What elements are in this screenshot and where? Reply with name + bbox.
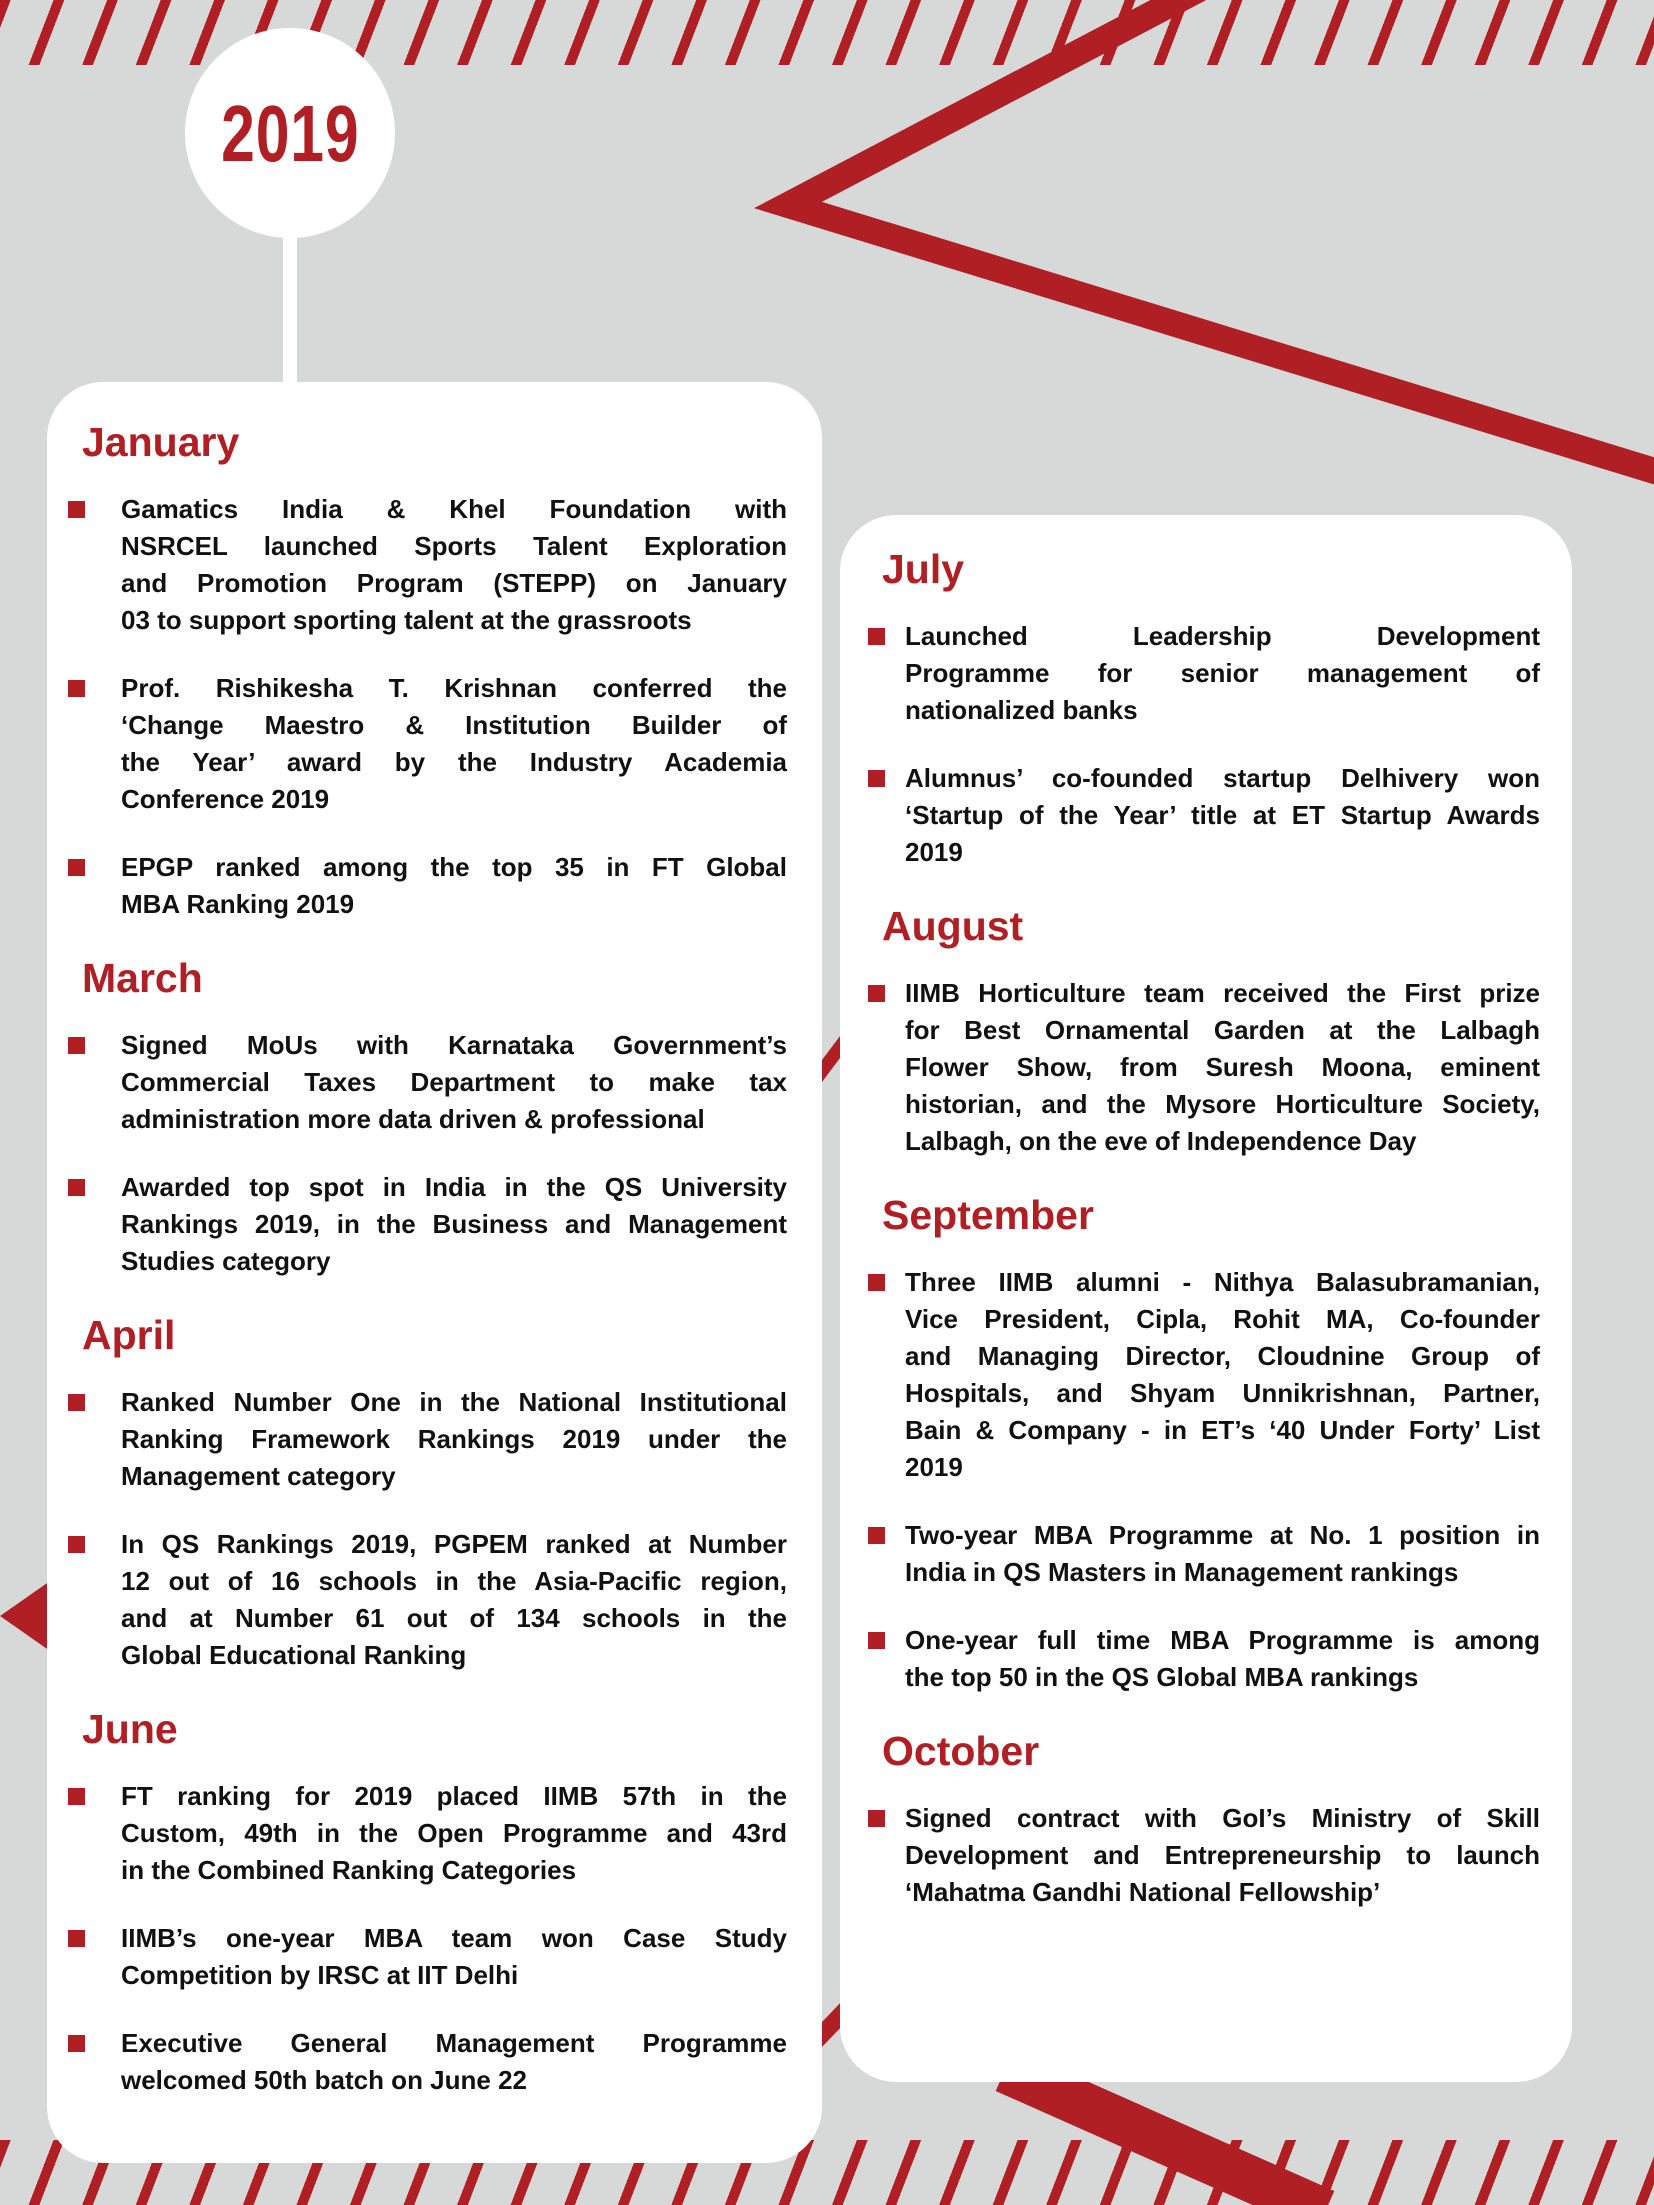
chevron-left-icon bbox=[788, 0, 1654, 485]
year-connector-line bbox=[283, 230, 297, 390]
bullet-square-icon bbox=[68, 2035, 85, 2052]
item-line: and at Number 61 out of 134 schools in the bbox=[121, 1603, 787, 1633]
item-line: NSRCEL launched Sports Talent Exploration bbox=[121, 531, 787, 561]
item-line: India in QS Masters in Management rankings bbox=[905, 1557, 1459, 1587]
item-line: One-year full time MBA Programme is among bbox=[905, 1625, 1540, 1655]
timeline-item bbox=[868, 760, 1540, 871]
bullet-square-icon bbox=[868, 770, 885, 787]
item-text bbox=[905, 1517, 1540, 1591]
bullet-square-icon bbox=[68, 1179, 85, 1196]
item-text bbox=[121, 1169, 787, 1280]
month-column-right bbox=[840, 515, 1572, 2082]
item-line: ‘Mahatma Gandhi National Fellowship’ bbox=[905, 1877, 1381, 1907]
month-heading: October bbox=[882, 1728, 1040, 1774]
item-line: Ranked Number One in the National Institutional bbox=[121, 1387, 787, 1417]
item-text bbox=[121, 1920, 787, 1994]
bullet-square-icon bbox=[68, 501, 85, 518]
item-text bbox=[905, 1264, 1540, 1486]
item-line: Competition by IRSC at IIT Delhi bbox=[121, 1960, 519, 1990]
month-heading: April bbox=[82, 1312, 176, 1358]
month-heading: March bbox=[82, 955, 203, 1001]
bullet-square-icon bbox=[68, 1930, 85, 1947]
month-section-january bbox=[68, 418, 787, 923]
timeline-item bbox=[868, 1517, 1540, 1591]
item-line: Global Educational Ranking bbox=[121, 1640, 467, 1670]
month-section-march bbox=[68, 954, 787, 1280]
item-line: Awarded top spot in India in the QS University bbox=[121, 1172, 787, 1202]
item-line: historian, and the Mysore Horticulture Society, bbox=[905, 1089, 1540, 1119]
bullet-square-icon bbox=[868, 1527, 885, 1544]
item-text bbox=[905, 1800, 1540, 1911]
item-text bbox=[121, 491, 787, 639]
month-section-july bbox=[868, 545, 1540, 871]
timeline-item bbox=[68, 2025, 787, 2099]
timeline-item bbox=[868, 1264, 1540, 1486]
item-line: FT ranking for 2019 placed IIMB 57th in the bbox=[121, 1781, 787, 1811]
timeline-item bbox=[68, 1920, 787, 1994]
item-line: Gamatics India & Khel Foundation with bbox=[121, 494, 787, 524]
timeline-item bbox=[68, 1384, 787, 1495]
item-line: and Promotion Program (STEPP) on January bbox=[121, 568, 787, 598]
bullet-square-icon bbox=[68, 1788, 85, 1805]
item-line: 2019 bbox=[905, 837, 963, 867]
bullet-square-icon bbox=[868, 1810, 885, 1827]
item-line: the top 50 in the QS Global MBA rankings bbox=[905, 1662, 1419, 1692]
bullet-square-icon bbox=[68, 1037, 85, 1054]
item-text bbox=[905, 1622, 1540, 1696]
timeline-item bbox=[868, 975, 1540, 1160]
month-column-left bbox=[47, 382, 822, 2163]
item-line: IIMB Horticulture team received the First prize bbox=[905, 978, 1540, 1008]
item-line: Signed contract with GoI’s Ministry of Skill bbox=[905, 1803, 1540, 1833]
item-line: Executive General Management Programme bbox=[121, 2028, 787, 2058]
timeline-item bbox=[868, 1800, 1540, 1911]
item-text bbox=[121, 670, 787, 818]
item-line: Launched Leadership Development bbox=[905, 621, 1540, 651]
bullet-square-icon bbox=[868, 628, 885, 645]
item-line: Hospitals, and Shyam Unnikrishnan, Partner, bbox=[905, 1378, 1540, 1408]
item-line: Custom, 49th in the Open Programme and 43rd bbox=[121, 1818, 787, 1848]
item-line: Prof. Rishikesha T. Krishnan conferred the bbox=[121, 673, 787, 703]
item-text bbox=[905, 760, 1540, 871]
timeline-item bbox=[68, 1027, 787, 1138]
bottom-diagonal-band-icon bbox=[1005, 2070, 1325, 2205]
item-line: Alumnus’ co-founded startup Delhivery won bbox=[905, 763, 1540, 793]
year-label: 2019 bbox=[220, 88, 360, 178]
month-section-june bbox=[68, 1705, 787, 2099]
item-text bbox=[121, 1526, 787, 1674]
item-line: administration more data driven & professional bbox=[121, 1104, 705, 1134]
item-line: 03 to support sporting talent at the grassroots bbox=[121, 605, 692, 635]
item-line: Conference 2019 bbox=[121, 784, 330, 814]
timeline-item bbox=[68, 1169, 787, 1280]
item-line: Development and Entrepreneurship to launch bbox=[905, 1840, 1540, 1870]
month-section-april bbox=[68, 1311, 787, 1674]
item-line: 2019 bbox=[905, 1452, 963, 1482]
item-text bbox=[121, 1384, 787, 1495]
month-heading: September bbox=[882, 1192, 1094, 1238]
item-line: IIMB’s one-year MBA team won Case Study bbox=[121, 1923, 787, 1953]
item-text bbox=[121, 1778, 787, 1889]
item-line: Two-year MBA Programme at No. 1 position in bbox=[905, 1520, 1540, 1550]
item-line: the Year’ award by the Industry Academia bbox=[121, 747, 787, 777]
item-line: MBA Ranking 2019 bbox=[121, 889, 355, 919]
item-line: Three IIMB alumni - Nithya Balasubramanian, bbox=[905, 1267, 1540, 1297]
month-heading: June bbox=[82, 1706, 178, 1752]
bullet-square-icon bbox=[868, 985, 885, 1002]
item-line: welcomed 50th batch on June 22 bbox=[121, 2065, 527, 2095]
timeline-item bbox=[68, 849, 787, 923]
month-section-october bbox=[868, 1727, 1540, 1911]
bullet-square-icon bbox=[68, 859, 85, 876]
item-line: nationalized banks bbox=[905, 695, 1138, 725]
month-heading: January bbox=[82, 419, 240, 465]
item-line: Management category bbox=[121, 1461, 396, 1491]
bullet-square-icon bbox=[868, 1632, 885, 1649]
item-line: EPGP ranked among the top 35 in FT Global bbox=[121, 852, 787, 882]
gap-stripe-fragment-icon bbox=[822, 1036, 840, 1082]
item-line: Bain & Company - in ET’s ‘40 Under Forty’ List bbox=[905, 1415, 1540, 1445]
item-text bbox=[905, 618, 1540, 729]
left-edge-arrow-icon bbox=[0, 1581, 50, 1651]
timeline-item bbox=[68, 1526, 787, 1674]
year-circle bbox=[185, 28, 395, 238]
item-line: Lalbagh, on the eve of Independence Day bbox=[905, 1126, 1417, 1156]
item-text bbox=[905, 975, 1540, 1160]
item-line: Vice President, Cipla, Rohit MA, Co-founder bbox=[905, 1304, 1540, 1334]
item-line: Signed MoUs with Karnataka Government’s bbox=[121, 1030, 787, 1060]
item-line: in the Combined Ranking Categories bbox=[121, 1855, 577, 1885]
item-line: ‘Startup of the Year’ title at ET Startup Awards bbox=[905, 800, 1540, 830]
item-line: and Managing Director, Cloudnine Group of bbox=[905, 1341, 1540, 1371]
timeline-item bbox=[68, 491, 787, 639]
item-line: Flower Show, from Suresh Moona, eminent bbox=[905, 1052, 1540, 1082]
item-line: Programme for senior management of bbox=[905, 658, 1540, 688]
timeline-item bbox=[868, 1622, 1540, 1696]
month-section-september bbox=[868, 1191, 1540, 1696]
item-text bbox=[121, 1027, 787, 1138]
item-line: ‘Change Maestro & Institution Builder of bbox=[121, 710, 787, 740]
item-text bbox=[121, 849, 787, 923]
timeline-item bbox=[68, 670, 787, 818]
item-line: Commercial Taxes Department to make tax bbox=[121, 1067, 787, 1097]
item-line: for Best Ornamental Garden at the Lalbagh bbox=[905, 1015, 1540, 1045]
item-line: 12 out of 16 schools in the Asia-Pacific region, bbox=[121, 1566, 787, 1596]
item-line: In QS Rankings 2019, PGPEM ranked at Number bbox=[121, 1529, 787, 1559]
bullet-square-icon bbox=[68, 1394, 85, 1411]
item-line: Studies category bbox=[121, 1246, 331, 1276]
item-line: Ranking Framework Rankings 2019 under the bbox=[121, 1424, 787, 1454]
bullet-square-icon bbox=[68, 680, 85, 697]
month-heading: August bbox=[882, 903, 1024, 949]
timeline-item bbox=[68, 1778, 787, 1889]
timeline-item bbox=[868, 618, 1540, 729]
month-section-august bbox=[868, 902, 1540, 1160]
item-text bbox=[121, 2025, 787, 2099]
month-heading: July bbox=[882, 546, 965, 592]
bullet-square-icon bbox=[868, 1274, 885, 1291]
bullet-square-icon bbox=[68, 1536, 85, 1553]
item-line: Rankings 2019, in the Business and Management bbox=[121, 1209, 787, 1239]
